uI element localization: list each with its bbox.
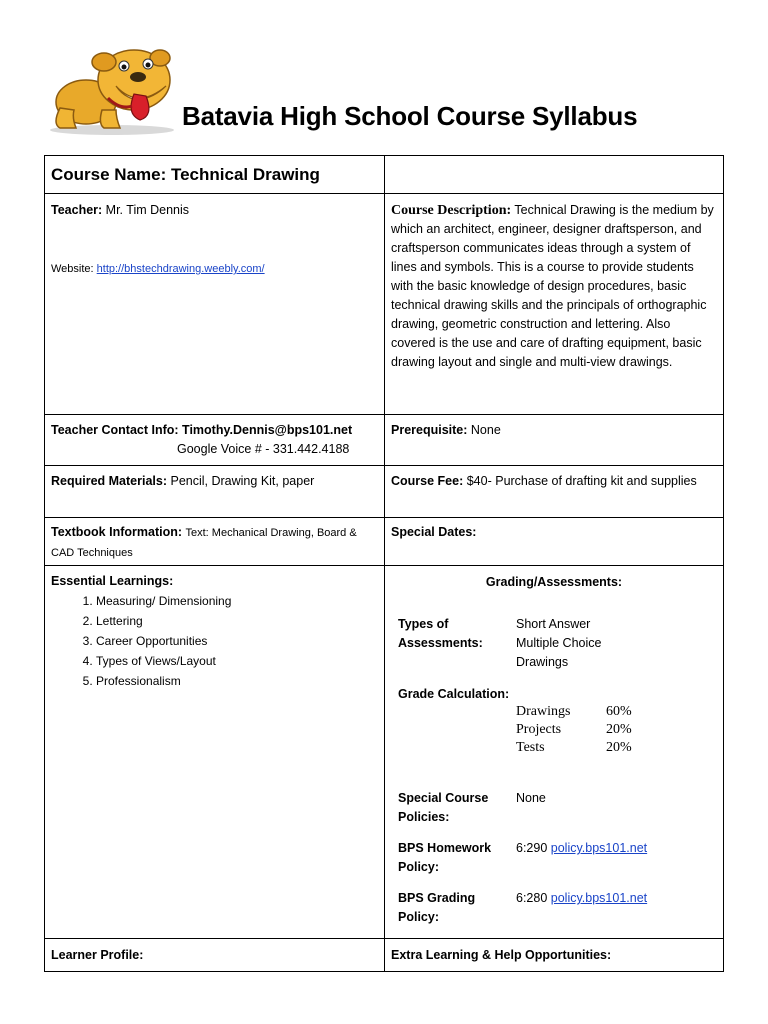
contact-email: Timothy.Dennis@bps101.net — [182, 423, 353, 437]
contact-cell — [45, 415, 385, 466]
contact-voice: Google Voice # - 331.442.4188 — [177, 442, 350, 456]
learnings-label: Essential Learnings: — [51, 574, 174, 588]
description-cell — [385, 194, 724, 415]
assessment-types-row — [391, 615, 717, 672]
fee-cell — [385, 466, 724, 518]
homework-policy-link[interactable]: policy.bps101.net — [550, 841, 648, 855]
assessment-type: Short Answer — [516, 617, 591, 631]
course-name-row — [45, 156, 724, 194]
calc-row: Drawings 60% — [516, 704, 632, 719]
description-text: Technical Drawing is the medium by which an architect, engineer, designer draftsperson, and craftsperson communicates ideas through a system of lines and symbols. This is a course to provide students with the basic knowledge of design procedures, basic technical drawing skills and the principals of orthographic drawing, geometric construction and lettering. Also covered is the use and care of drafting equipment, basic drawing layout and single and multi-view drawings. — [391, 203, 714, 369]
materials-label: Required Materials: — [51, 474, 168, 488]
learning-item: 2. Lettering — [96, 611, 378, 631]
fee-value: $40- Purchase of drafting kit and supplies — [466, 474, 697, 488]
homework-policy-code: 6:290 — [516, 841, 548, 855]
teacher-description-row — [45, 194, 724, 415]
learning-item: 3. Career Opportunities — [96, 631, 378, 651]
course-name: Course Name: Technical Drawing — [45, 156, 385, 194]
grading-title: Grading/Assessments: — [485, 575, 623, 589]
website-link[interactable]: http://bhstechdrawing.weebly.com/ — [96, 263, 265, 275]
grading-policy-label: BPS Grading Policy: — [398, 891, 476, 924]
contact-prerequisite-row — [45, 415, 724, 466]
teacher-label: Teacher: — [51, 203, 103, 217]
calc-row: Tests 20% — [516, 740, 632, 755]
fee-label: Course Fee: — [391, 474, 464, 488]
materials-value: Pencil, Drawing Kit, paper — [170, 474, 315, 488]
grading-policy-code: 6:280 — [516, 891, 548, 905]
prerequisite-cell — [385, 415, 724, 466]
special-dates-label: Special Dates: — [391, 525, 477, 539]
grading-cell — [385, 566, 724, 939]
bulldog-mascot-logo — [42, 40, 178, 136]
assessment-type: Multiple Choice — [516, 636, 602, 650]
special-policies-label: Special Course Policies: — [398, 791, 489, 824]
homework-policy-row — [391, 839, 717, 877]
learnings-list — [51, 591, 378, 691]
grading-policy-link[interactable]: policy.bps101.net — [550, 891, 648, 905]
contact-label: Teacher Contact Info: — [51, 423, 179, 437]
teacher-name: Mr. Tim Dennis — [105, 203, 190, 217]
website-label: Website: — [51, 263, 94, 275]
learner-profile-label: Learner Profile: — [45, 939, 385, 972]
grading-policy-row — [391, 889, 717, 927]
course-name-blank-cell — [385, 156, 724, 194]
textbook-cell — [45, 518, 385, 566]
syllabus-table — [44, 155, 724, 972]
materials-cell — [45, 466, 385, 518]
textbook-dates-row — [45, 518, 724, 566]
learnings-grading-row — [45, 566, 724, 939]
homework-policy-label: BPS Homework Policy: — [398, 841, 492, 874]
prerequisite-value: None — [470, 423, 501, 437]
prerequisite-label: Prerequisite: — [391, 423, 468, 437]
extra-help-label: Extra Learning & Help Opportunities: — [385, 939, 724, 972]
special-dates-cell — [385, 518, 724, 566]
grade-calculation-row — [391, 685, 717, 757]
description-label: Course Description: — [391, 203, 512, 218]
grade-calculation-label: Grade Calculation: — [398, 687, 510, 701]
special-policies-value: None — [516, 791, 546, 805]
assessment-type: Drawings — [516, 655, 569, 669]
learning-item: 1. Measuring/ Dimensioning — [96, 591, 378, 611]
teacher-cell — [45, 194, 385, 415]
special-policies-row — [391, 789, 717, 827]
learning-item: 5. Professionalism — [96, 671, 378, 691]
learnings-cell — [45, 566, 385, 939]
materials-fee-row — [45, 466, 724, 518]
textbook-label: Textbook Information: — [51, 525, 183, 539]
learning-item: 4. Types of Views/Layout — [96, 651, 378, 671]
textbook-value: Text: Mechanical Drawing, Board & CAD Techniques — [51, 527, 357, 559]
calc-row: Projects 20% — [516, 722, 632, 737]
assessment-types-label: Types of Assessments: — [398, 617, 483, 650]
footer-row — [45, 939, 724, 972]
document-title: Batavia High School Course Syllabus — [182, 101, 638, 131]
